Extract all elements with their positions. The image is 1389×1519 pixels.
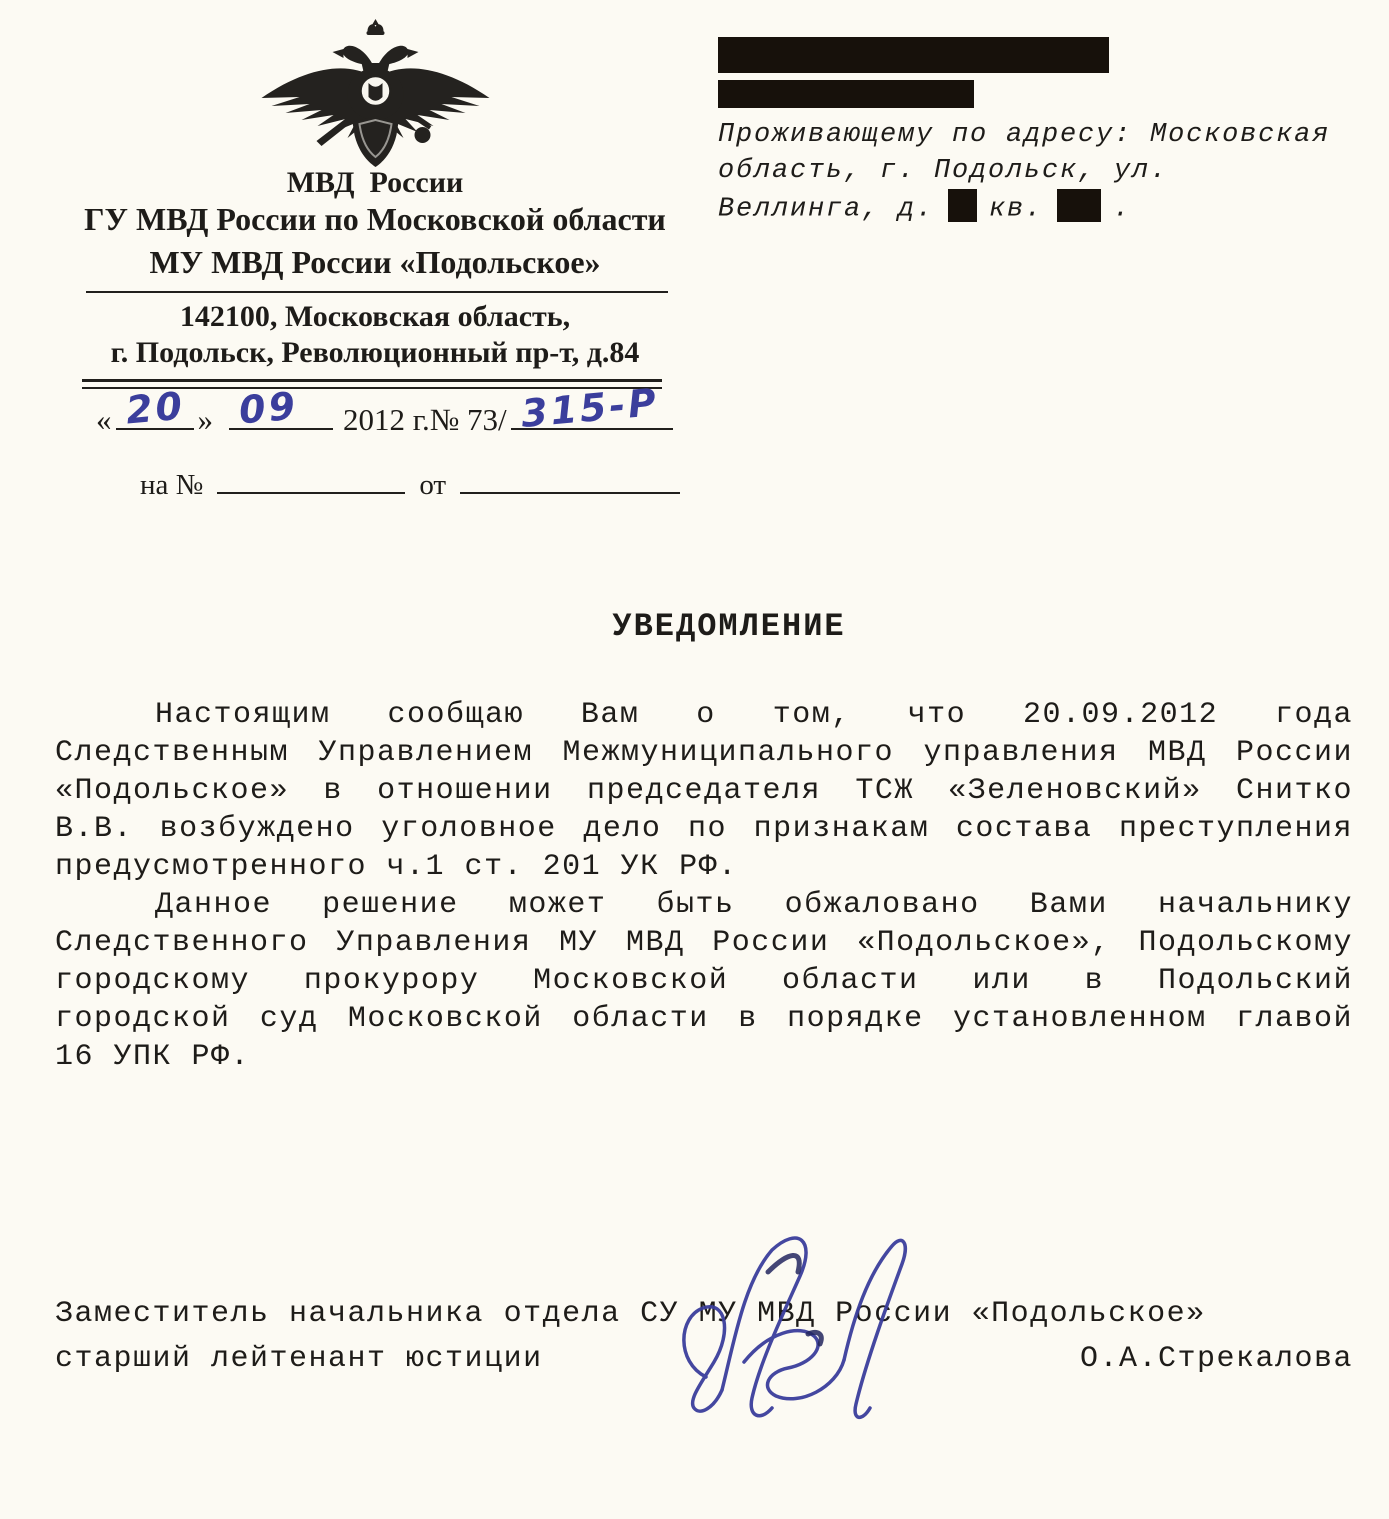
- open-quote: «: [96, 402, 112, 437]
- mvd-emblem: [253, 18, 498, 168]
- body-text-line: Следственного Управления МУ МВД России «Подольское», Подольскому: [55, 926, 1353, 960]
- document-title: УВЕДОМЛЕНИЕ: [612, 608, 846, 645]
- ot-label: от: [419, 469, 447, 501]
- document-body: [55, 696, 1353, 1076]
- reference-row: [140, 452, 680, 501]
- redaction-bar-name: [718, 37, 1109, 73]
- handwritten-number: 315-Р: [519, 380, 661, 436]
- body-text-line: городскому прокурору Московской области или в Подольский: [55, 964, 1353, 998]
- paragraph-2: [55, 886, 1353, 1076]
- number-blank: [511, 380, 673, 436]
- date-number-row: [96, 380, 673, 437]
- handwritten-signature: [648, 1212, 938, 1452]
- body-text-line: 16 УПК РФ.: [55, 1040, 251, 1074]
- day-blank: [116, 383, 194, 433]
- redacted-house-number: [948, 189, 977, 222]
- signer-rank: старший лейтенант юстиции: [55, 1342, 543, 1376]
- na-blank: [217, 452, 405, 494]
- org-address-2: г. Подольск, Революционный пр-т, д.84: [110, 335, 640, 369]
- signer-name: О.А.Стрекалова: [1079, 1342, 1353, 1376]
- body-text-line: В.В. возбуждено уголовное дело по признакам состава преступления: [55, 812, 1353, 846]
- ot-blank: [460, 452, 680, 494]
- close-quote: »: [197, 402, 213, 437]
- line-end-period: .: [1113, 194, 1132, 225]
- handwritten-day: 20: [123, 383, 187, 433]
- body-text-line: Настоящим сообщаю Вам о том, что 20.09.2012 года: [155, 698, 1353, 732]
- signer-position-line-1: Заместитель начальника отдела СУ МУ МВД России «Подольское»: [55, 1297, 1206, 1331]
- org-line-1: МВД России: [286, 166, 464, 199]
- body-text-line: Следственным Управлением Межмуниципального управления МВД России: [55, 736, 1353, 770]
- recipient-address-line-2: область, г. Подольск, ул.: [718, 156, 1169, 186]
- org-line-2: ГУ МВД России по Московской области: [84, 200, 666, 237]
- org-address-1: 142100, Московская область,: [179, 300, 571, 334]
- month-blank: [229, 383, 333, 433]
- signature-ink-icon: [648, 1212, 938, 1452]
- letterhead: [58, 166, 692, 389]
- recipient-address-line-3: [718, 189, 1368, 228]
- redacted-apartment-number: [1057, 189, 1101, 222]
- recipient-address-line-1: Проживающему по адресу: Московская: [718, 120, 1331, 150]
- na-label: на №: [140, 469, 204, 501]
- separator-line: [86, 291, 668, 293]
- recipient-block: [718, 37, 1368, 228]
- printed-year-number: 2012 г.№ 73/: [343, 402, 507, 437]
- double-headed-eagle-icon: [253, 18, 498, 168]
- street-house-label: Веллинга, д.: [718, 194, 935, 225]
- redaction-bar-name-2: [718, 80, 974, 108]
- body-text-line: «Подольское» в отношении председателя ТСЖ «Зеленовский» Снитко: [55, 774, 1353, 808]
- apartment-label: кв.: [989, 194, 1044, 225]
- handwritten-month: 09: [237, 383, 300, 433]
- org-line-3: МУ МВД России «Подольское»: [149, 244, 601, 281]
- body-text-line: городской суд Московской области в порядке установленном главой: [55, 1002, 1353, 1036]
- recipient-address: [718, 117, 1368, 228]
- body-text-line: Данное решение может быть обжаловано Вами начальнику: [155, 888, 1353, 922]
- paragraph-1: [55, 696, 1353, 886]
- body-text-line: предусмотренного ч.1 ст. 201 УК РФ.: [55, 850, 738, 884]
